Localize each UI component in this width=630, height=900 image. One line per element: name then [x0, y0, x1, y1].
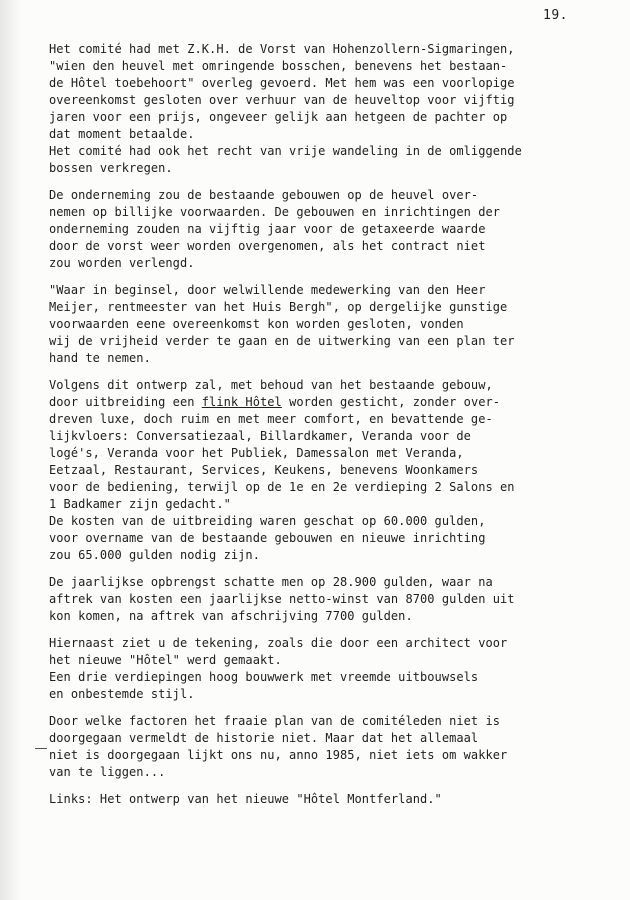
- caption: Links: Het ontwerp van het nieuwe "Hôtel Montferland.": [49, 792, 442, 806]
- document-body: [49, 41, 594, 818]
- design-plan-text-start: Volgens dit ontwerp zal, met behoud van het bestaande gebouw, door uitbreiding een: [49, 378, 493, 409]
- page-number: 19.: [543, 8, 568, 23]
- paragraph-quote-meijer: "Waar in beginsel, door welwillende medewerking van den Heer Meijer, rentmeester van het Huis Bergh", op dergelijke gunstige voorwaarden eene overeenkomst kon worden gesloten, vonden wij de vrijheid verder te gaan en de uitwerking van een plan ter hand te nemen.: [49, 283, 515, 365]
- paragraph-agreement: Het comité had met Z.K.H. de Vorst van Hohenzollern-Sigmaringen, "wien den heuvel met omringende bosschen, benevens het bestaan- de Hôtel toebehoort" overleg gevoerd. Met hem was een voorlopige overeenkomst gesloten over verhuur van de heuveltop voor vijftig jaren voor een prijs, ongeveer gelijk aan hetgeen de pachter op dat moment betaalde. Het comité had ook het recht van vrije wandeling in de omliggende bossen verkregen.: [49, 42, 522, 175]
- design-plan-text-end: worden gesticht, zonder over- dreven luxe, doch ruim en met meer comfort, en bevattende ge- lijkvloers: Conversatiezaal, Billardkamer, Veranda voor de logé's, Veranda voor het Publiek, Damessalon met Veranda, Eetzaal, Restaurant, Services, Keukens, benevens Woonkamers voor de bediening, terwijl op de 1e en 2e verdieping 2 Salons en 1 Badkamer zijn gedacht." De kosten van de uitbreiding waren geschat op 60.000 gulden, voor overname van de bestaande gebouwen en nieuwe inrichting zou 65.000 gulden nodig zijn.: [49, 395, 515, 562]
- margin-pen-mark: [35, 748, 47, 749]
- page-binding-edge: [0, 0, 22, 900]
- paragraph-design-plan: [49, 377, 594, 564]
- paragraph-takeover: De onderneming zou de bestaande gebouwen op de heuvel over- nemen op billijke voorwaarden. De gebouwen en inrichtingen der onderneming zouden na vijftig jaar voor de getaxeerde waarde door de vorst weer worden overgenomen, als het contract niet zou worden verlengd.: [49, 188, 501, 270]
- paragraph-drawing: Hiernaast ziet u de tekening, zoals die door een architect voor het nieuwe "Hôtel" werd gemaakt. Een drie verdiepingen hoog bouwwerk met vreemde uitbouwsels en onbestemde stijl.: [49, 636, 508, 701]
- underlined-phrase: flink Hôtel: [201, 395, 282, 409]
- paragraph-conclusion: Door welke factoren het fraaie plan van de comitéleden niet is doorgegaan vermeldt de historie niet. Maar dat het allemaal niet is doorgegaan lijkt ons nu, anno 1985, niet iets om wakker van te liggen...: [49, 714, 508, 779]
- paragraph-revenue: De jaarlijkse opbrengst schatte men op 28.900 gulden, waar na aftrek van kosten een jaarlijkse netto-winst van 8700 gulden uit kon komen, na aftrek van afschrijving 7700 gulden.: [49, 575, 515, 623]
